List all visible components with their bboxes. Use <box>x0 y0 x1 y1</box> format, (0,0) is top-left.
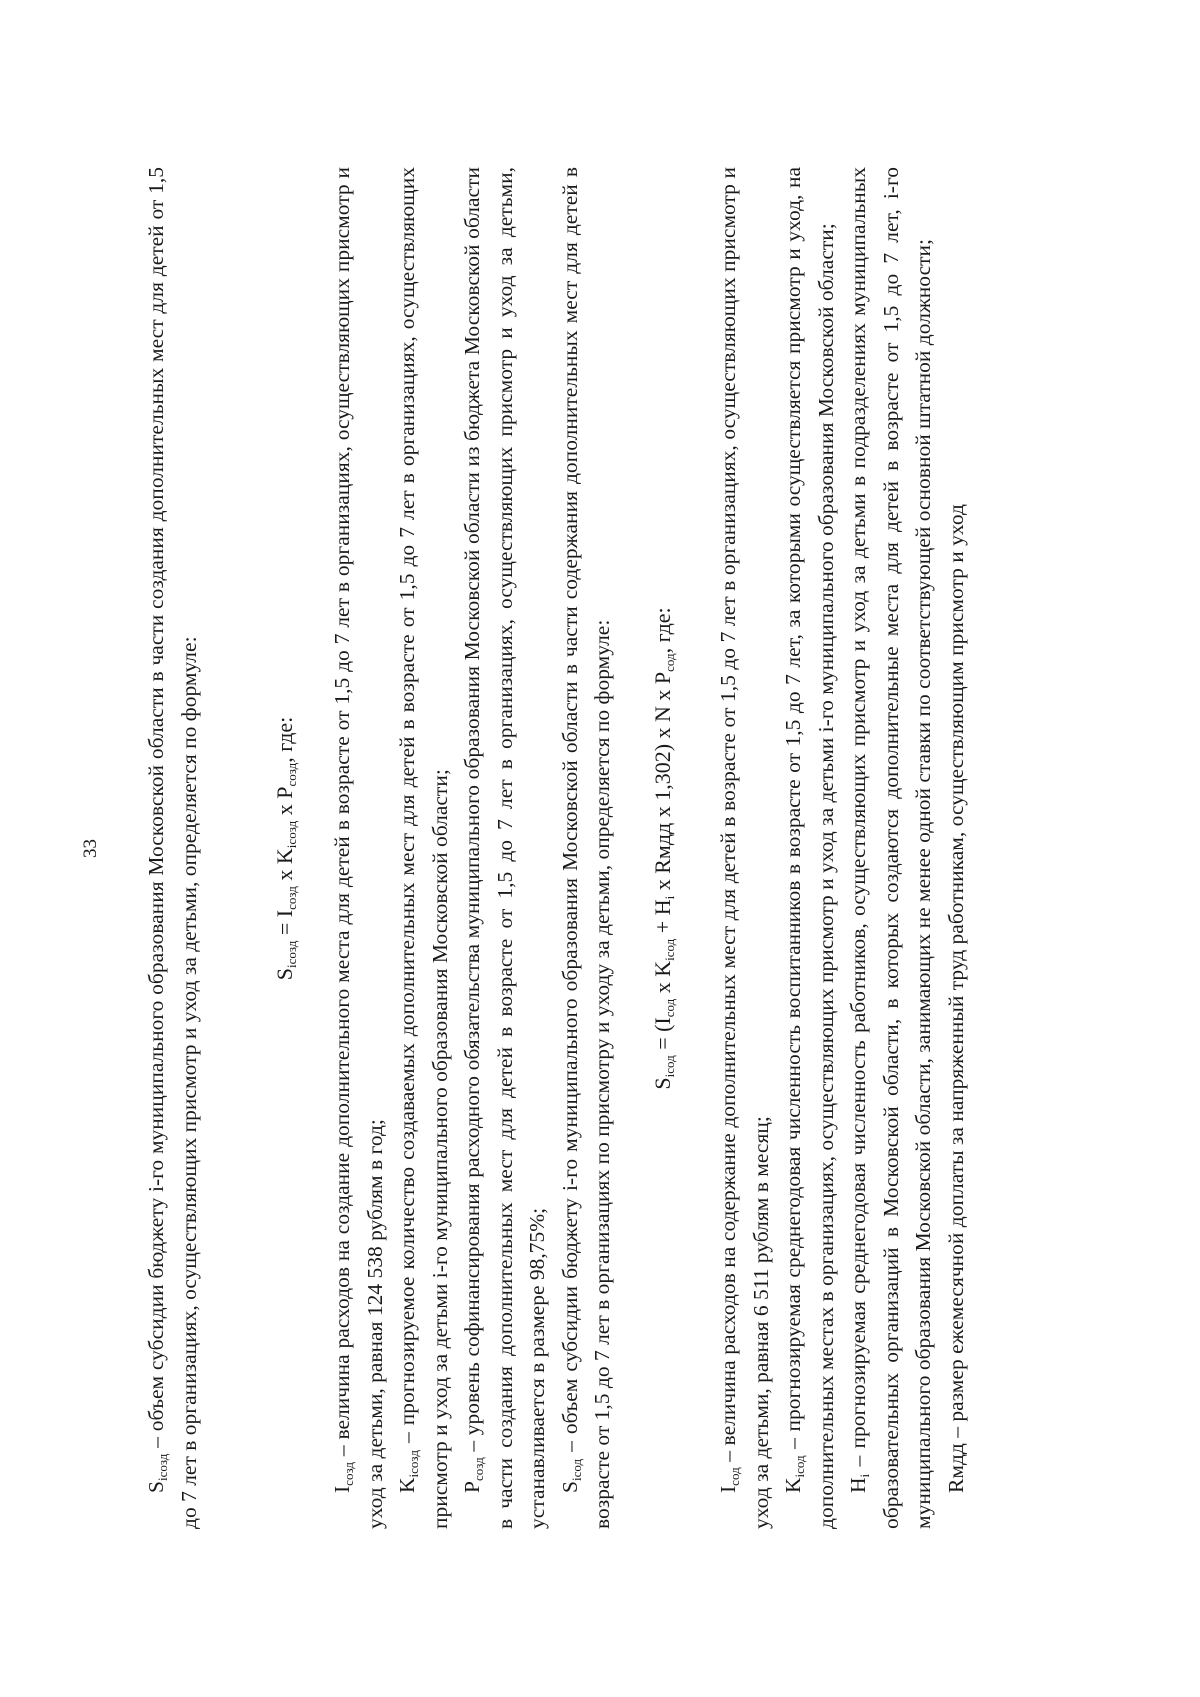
definition-item: $I_{сод}$ – величина расходов на содержание дополнительных мест для детей в возрасте от 1,5 до 7 лет в организациях, осуществляющих присмотр и уход за детьми, равная 6 511 рублям в месяц; <box>716 167 773 1529</box>
definition-item: $P_{созд}$ – уровень софинансирования расходного обязательства муниципального образования Московской области из бюджета Московской области в части создания дополнительных мест для детей в возрасте от 1,5 до 7 лет в организациях, осуществляющих присмотр и уход за детьми, устанавливается в размере 98,75%; <box>460 167 549 1529</box>
definition-item: Rмдд – размер ежемесячной доплаты за напряженный труд работникам, осуществляющим присмотр и уход <box>943 504 968 1493</box>
definitions-creation <box>326 167 619 1529</box>
page-number: 33 <box>80 839 101 858</box>
definition-item: $K_{iсозд}$ – прогнозируемое количество создаваемых дополнительных мест для детей в возрасте от 1,5 до 7 лет в организациях, осуществляющих присмотр и уход за детьми i-го муниципального образования Московской области; <box>395 167 452 1529</box>
definitions-maintenance <box>712 167 972 1529</box>
paragraph-subsidy-creation: $S_{iсозд}$ – объем субсидии бюджету i-го муниципального образования Московской области в части создания дополнительных мест для детей от 1,5 до 7 лет в организациях, осуществляющих присмотр и уход за детьми, определяется по формуле: <box>144 167 201 1529</box>
definition-item: $S_{iсод}$ – объем субсидии бюджету i-го муниципального образования Московской области в части содержания дополнительных мест для детей в возрасте от 1,5 до 7 лет в организациях по присмотру и уходу за детьми, определяется по формуле: <box>557 167 614 1529</box>
definition-item: $I_{созд}$ – величина расходов на создание дополнительного места для детей в возрасте от 1,5 до 7 лет в организациях, осуществляющих присмотр и уход за детьми, равная 124 538 рублям в год; <box>330 167 387 1529</box>
formula-maintenance: $S_{iсод} = (I_{сод}$ x $K_{iсод} + H_i$ x Rмдд x 1,302) x N x $P_{сод}$, где: <box>650 607 677 1090</box>
definition-item: $H_i$ – прогнозируемая среднегодовая численность работников, осуществляющих присмотр и уход за детьми в подразделениях муниципальных образовательных организаций в Московской области, в которых создаются дополнительные места для детей в возрасте от 1,5 до 7 лет, i-го муниципального образования Московской области, занимающих не менее одной ставки по соответствующей основной штатной должности; <box>846 167 935 1529</box>
definition-item: $K_{iсод}$ – прогнозируемая среднегодовая численность воспитанников в возрасте от 1,5 до 7 лет, за которыми осуществляется присмотр и уход, на дополнительных местах в организациях, осуществляющих присмотр и уход за детьми i-го муниципального образования Московской области; <box>781 167 838 1529</box>
formula-creation: $S_{iсозд} = I_{созд}$ x $K_{iсозд}$ x $P_{созд}$, где: <box>272 716 299 981</box>
